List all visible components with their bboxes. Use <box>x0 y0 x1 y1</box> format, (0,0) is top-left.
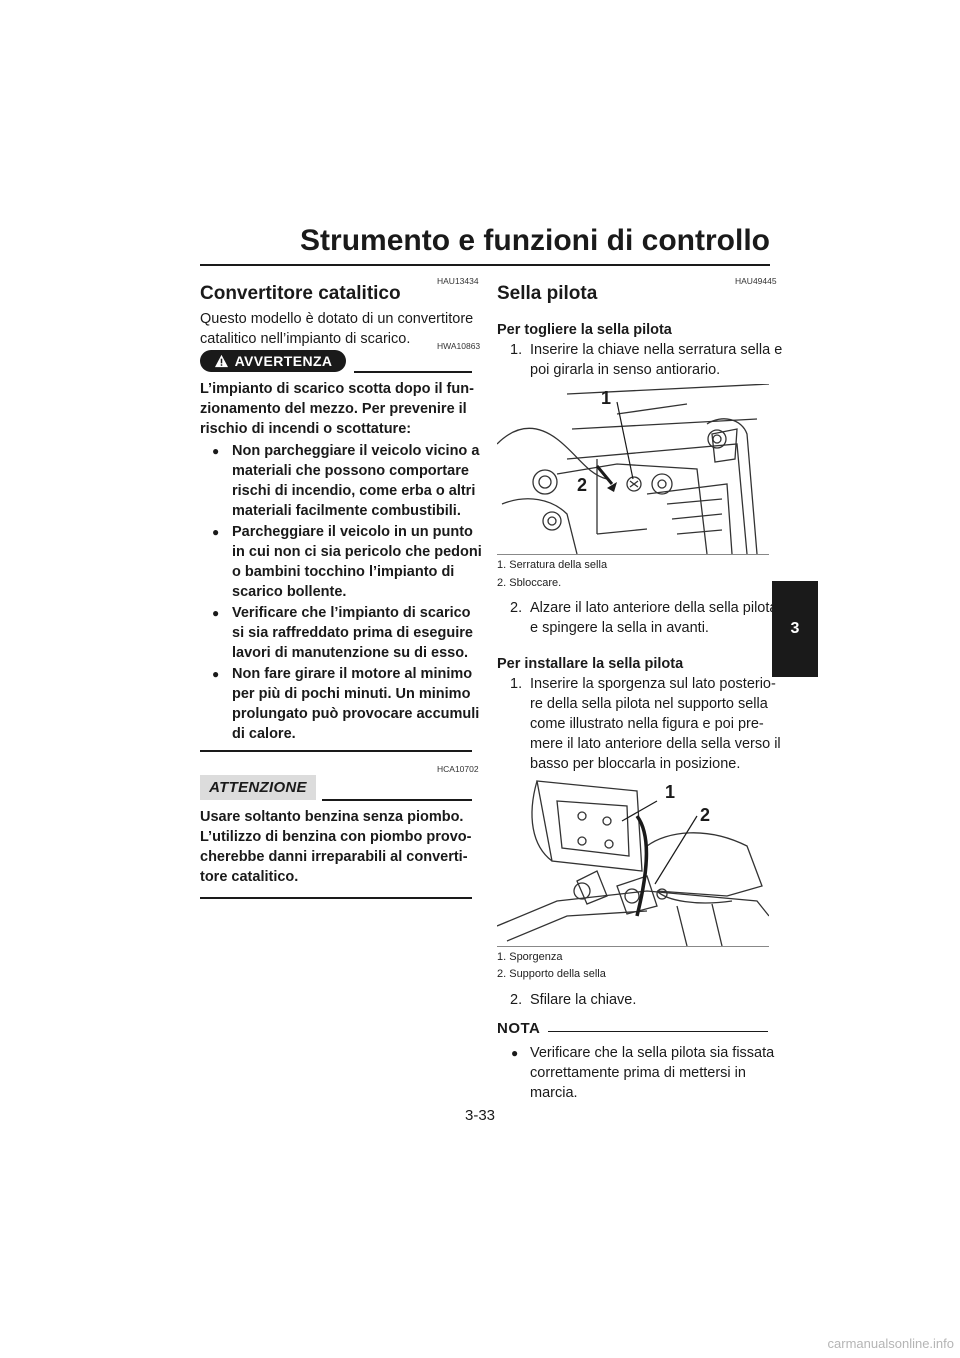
section-heading-seat: Sella pilota <box>497 283 598 304</box>
warning-bullet-line: Non parcheggiare il veicolo vicino a <box>232 443 480 459</box>
page-header-title: Strumento e funzioni di controllo <box>300 224 770 257</box>
note-bullet-line: Verificare che la sella pilota sia fissata <box>530 1045 775 1061</box>
footer-watermark: carmanualsonline.info <box>827 1336 954 1351</box>
intro-line: catalitico nell’impianto di scarico. <box>200 331 411 347</box>
warning-text-line: rischio di incendi o scottature: <box>200 421 412 437</box>
step-number: 1. <box>510 676 523 692</box>
remove-step-1-line: Inserire la chiave nella serratura sella e <box>530 342 783 358</box>
bullet-icon: ● <box>212 525 220 539</box>
figure-caption: 2. Supporto della sella <box>497 968 606 980</box>
section-code: HAU49445 <box>735 276 777 286</box>
note-rule <box>548 1031 768 1032</box>
remove-step-2-line: e spingere la sella in avanti. <box>530 620 709 636</box>
step-number: 1. <box>510 342 523 358</box>
warning-bullet-line: di calore. <box>232 726 296 742</box>
warning-rule-bottom <box>200 750 472 752</box>
install-step-2-text: Sfilare la chiave. <box>530 992 637 1008</box>
caution-text-line: tore catalitico. <box>200 869 299 885</box>
warning-bullet-line: Parcheggiare il veicolo in un punto <box>232 524 473 540</box>
seat-lock-illustration <box>497 384 769 554</box>
warning-bullet-line: materiali facilmente combustibili. <box>232 503 461 519</box>
remove-seat-title: Per togliere la sella pilota <box>497 322 672 338</box>
seat-bracket-figure <box>497 776 769 947</box>
warning-bullet-line: prolungato può provocare accumuli <box>232 706 480 722</box>
remove-step-2-line: Alzare il lato anteriore della sella pilota <box>530 600 778 616</box>
install-step-1-line: re della sella pilota nel supporto sella <box>530 696 768 712</box>
warning-bullet-line: o bambini tocchino l’impianto di <box>232 564 455 580</box>
figure-caption: 2. Sbloccare. <box>497 577 562 589</box>
note-bullet-line: marcia. <box>530 1085 578 1101</box>
caution-text-line: L’utilizzo di benzina con piombo provo- <box>200 829 472 845</box>
chapter-tab: 3 <box>772 581 818 677</box>
warning-bullet-line: rischi di incendio, come erba o altri <box>232 483 476 499</box>
intro-line: Questo modello è dotato di un convertitore <box>200 311 474 327</box>
warning-bullet-line: si sia raffreddato prima di eseguire <box>232 625 473 641</box>
warning-badge <box>200 350 346 372</box>
warning-bullet-line: scarico bollente. <box>232 584 347 600</box>
warning-label: AVVERTENZA <box>234 353 333 369</box>
install-step-1-line: basso per bloccarla in posizione. <box>530 756 741 772</box>
section-heading-catalytic: Convertitore catalitico <box>200 283 401 304</box>
install-step-1-line: come illustrato nella figura e poi pre- <box>530 716 764 732</box>
warning-bullet-line: Verificare che l’impianto di scarico <box>232 605 471 621</box>
remove-step-1-line: poi girarla in senso antiorario. <box>530 362 721 378</box>
figure-callout: 2 <box>577 475 588 495</box>
step-number: 2. <box>510 600 523 616</box>
figure-caption: 1. Sporgenza <box>497 951 563 963</box>
note-bullet-line: correttamente prima di mettersi in <box>530 1065 746 1081</box>
caution-badge: ATTENZIONE <box>200 775 316 800</box>
warning-bullet-line: lavori di manutenzione su di esso. <box>232 645 469 661</box>
figure-callout: 2 <box>700 805 711 825</box>
warning-bullet-line: Non fare girare il motore al minimo <box>232 666 473 682</box>
install-seat-title: Per installare la sella pilota <box>497 656 684 672</box>
page-number: 3-33 <box>464 1107 496 1124</box>
figure-callout: 1 <box>665 782 676 802</box>
warning-rule-top <box>354 371 472 373</box>
warning-text-line: zionamento del mezzo. Per prevenire il <box>200 401 467 417</box>
bullet-icon: ● <box>212 606 220 620</box>
warning-triangle-icon <box>214 354 229 368</box>
caution-rule-bottom <box>200 897 472 899</box>
warning-bullet-line: materiali che possono comportare <box>232 463 469 479</box>
caution-text-line: Usare soltanto benzina senza piombo. <box>200 809 464 825</box>
header-rule <box>200 264 770 266</box>
warning-code: HWA10863 <box>437 341 481 351</box>
caution-text-line: cherebbe danni irreparabili al converti- <box>200 849 468 865</box>
install-step-1-line: mere il lato anteriore della sella verso il <box>530 736 781 752</box>
install-step-1-line: Inserire la sporgenza sul lato posterio- <box>530 676 776 692</box>
seat-lock-figure <box>497 384 769 555</box>
figure-caption: 1. Serratura della sella <box>497 559 608 571</box>
section-code: HAU13434 <box>437 276 479 286</box>
warning-bullet-line: in cui non ci sia pericolo che pedoni <box>232 544 482 560</box>
step-number: 2. <box>510 992 523 1008</box>
note-label: NOTA <box>497 1020 541 1037</box>
seat-bracket-illustration <box>497 776 769 946</box>
warning-bullet-line: per più di pochi minuti. Un minimo <box>232 686 471 702</box>
warning-text-line: L’impianto di scarico scotta dopo il fun- <box>200 381 474 397</box>
caution-rule-top <box>322 799 472 801</box>
bullet-icon: ● <box>212 667 220 681</box>
bullet-icon: ● <box>212 444 220 458</box>
bullet-icon: ● <box>511 1046 519 1060</box>
caution-code: HCA10702 <box>437 764 479 774</box>
figure-callout: 1 <box>601 388 612 408</box>
